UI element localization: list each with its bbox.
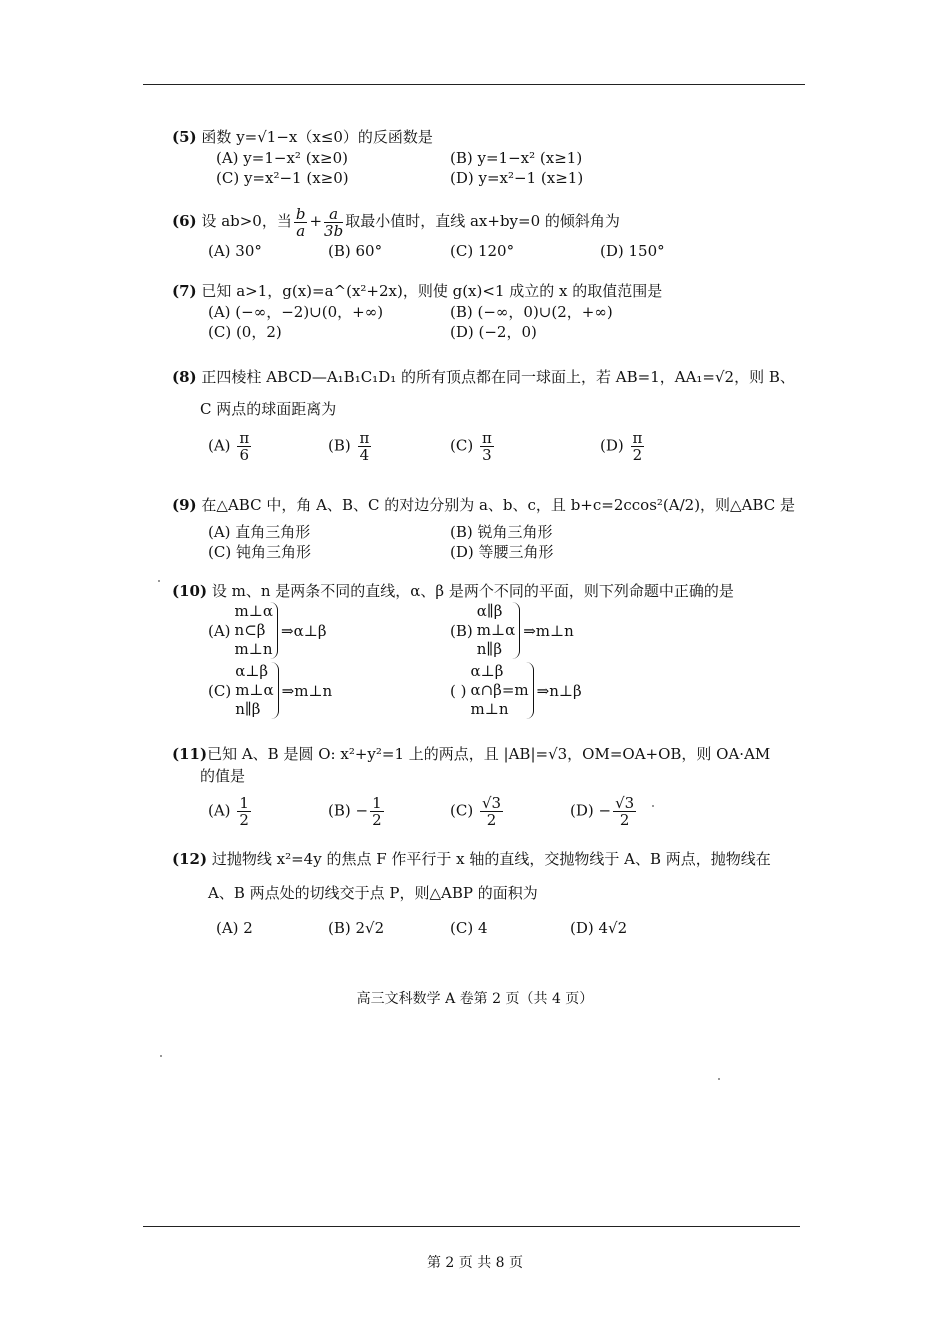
- question-number: (5): [172, 128, 197, 146]
- option-c: (C) y=x²−1 (x≥0): [216, 169, 349, 187]
- question-stem-line-1: 正四棱柱 ABCD—A₁B₁C₁D₁ 的所有顶点都在同一球面上，若 AB=1，AA₁=√2，则 B、: [201, 368, 795, 386]
- question-stem-part-1: 设 ab>0，当: [201, 212, 292, 230]
- question-stem-line-2: C 两点的球面距离为: [200, 400, 337, 418]
- scan-speck: [718, 1078, 720, 1080]
- question-stem-line-2: 的值是: [200, 767, 246, 785]
- question-number: (11): [172, 745, 208, 763]
- question-stem: 已知 A、B 是圆 O: x²+y²=1 上的两点，且 |AB|=√3，OM=OA+OB，则 OA·AM: [207, 745, 771, 763]
- question-number: (8): [172, 368, 197, 386]
- question-number: (6): [172, 212, 197, 230]
- option-b: (B) 锐角三角形: [450, 523, 553, 541]
- option-a: (A) 2: [216, 919, 253, 937]
- question-10: [172, 580, 792, 722]
- option-c: (C) 120°: [450, 241, 515, 260]
- inner-page-footer: 高三文科数学 A 卷第 2 页（共 4 页）: [356, 991, 594, 1007]
- option-d: (D) 等腰三角形: [450, 543, 554, 561]
- option-a: (A) 直角三角形: [208, 523, 311, 541]
- question-11: [172, 743, 792, 831]
- option-a: (A) $\frac{1}{2}$: [208, 794, 249, 829]
- scan-speck: [160, 1055, 162, 1057]
- option-b: (B) (−∞，0)∪(2，+∞): [450, 303, 613, 321]
- option-d: (D) − $\frac{√3}{2}$: [570, 794, 635, 829]
- option-d: (D) y=x²−1 (x≥1): [450, 169, 584, 187]
- question-number: (12): [172, 850, 208, 868]
- option-d: (D) (−2，0): [450, 323, 537, 341]
- question-stem: 函数 y=√1−x（x≤0）的反函数是: [201, 128, 433, 146]
- option-a: (A) y=1−x² (x≥0): [216, 149, 348, 167]
- option-d: ( )α⊥β α∩β=m m⊥n⇒n⊥β: [450, 662, 582, 718]
- option-b: (B) y=1−x² (x≥1): [450, 149, 583, 167]
- question-stem-part-2: 取最小值时，直线 ax+by=0 的倾斜角为: [345, 212, 620, 230]
- question-stem: 设 m、n 是两条不同的直线，α、β 是两个不同的平面，则下列命题中正确的是: [211, 582, 734, 600]
- question-stem: 在△ABC 中，角 A、B、C 的对边分别为 a、b、c，且 b+c=2ccos²(A/2)，则△ABC 是: [201, 496, 795, 514]
- question-number: (10): [172, 582, 208, 600]
- option-c: (C) $\frac{√3}{2}$: [450, 794, 502, 829]
- scan-speck: [652, 805, 654, 807]
- question-number: (7): [172, 282, 197, 300]
- fraction-a-over-3b: $\frac{a}{3b}$: [324, 204, 344, 240]
- option-b: (B) 2√2: [328, 919, 385, 937]
- option-b: (B) − $\frac{1}{2}$: [328, 794, 382, 829]
- page-footer: 第 2 页 共 8 页: [426, 1255, 524, 1271]
- option-a: (A) $\frac{\pi}{6}$: [208, 429, 250, 464]
- question-number: (9): [172, 496, 197, 514]
- option-b: (B) $\frac{\pi}{4}$: [328, 429, 370, 464]
- option-c: (C) 4: [450, 919, 488, 937]
- option-c: (C) (0，2): [208, 323, 282, 341]
- option-d: (D) 150°: [600, 241, 665, 260]
- question-8: [172, 366, 795, 466]
- option-a: (A) (−∞，−2)∪(0，+∞): [208, 303, 384, 321]
- question-9: [172, 494, 795, 562]
- question-7: [172, 280, 792, 342]
- question-stem: 已知 a>1，g(x)=a^(x²+2x)，则使 g(x)<1 成立的 x 的取值范围是: [201, 282, 663, 300]
- bottom-rule: [143, 1226, 800, 1227]
- scan-speck: [158, 580, 160, 582]
- option-c: (C) 钝角三角形: [208, 543, 311, 561]
- option-c: (C)α⊥β m⊥α n∥β⇒m⊥n: [208, 662, 333, 718]
- option-d: (D) 4√2: [570, 919, 628, 937]
- question-5: [172, 126, 792, 188]
- option-a: (A) 30°: [208, 241, 262, 260]
- option-b: (B)α∥β m⊥α n∥β⇒m⊥n: [450, 602, 574, 658]
- question-stem-line-2: A、B 两点处的切线交于点 P，则△ABP 的面积为: [208, 884, 538, 902]
- fraction-b-over-a: $\frac{b}{a}$: [295, 204, 306, 240]
- option-d: (D) $\frac{\pi}{2}$: [600, 429, 643, 464]
- question-6: (6) 设 ab>0，当 $\frac{b}{a}$ + $\frac{a}{3b}$ 取最小值时，直线 ax+by=0 的倾斜角为 (A) 30° (B) 60° (C) 120° (D) 150°: [172, 204, 665, 260]
- question-12: [172, 848, 792, 938]
- top-rule: [143, 84, 805, 85]
- option-a: (A)m⊥α n⊂β m⊥n⇒α⊥β: [208, 602, 327, 658]
- option-c: (C) $\frac{\pi}{3}$: [450, 429, 492, 464]
- question-stem-line-1: 过抛物线 x²=4y 的焦点 F 作平行于 x 轴的直线，交抛物线于 A、B 两点，抛物线在: [211, 850, 771, 868]
- option-b: (B) 60°: [328, 241, 383, 260]
